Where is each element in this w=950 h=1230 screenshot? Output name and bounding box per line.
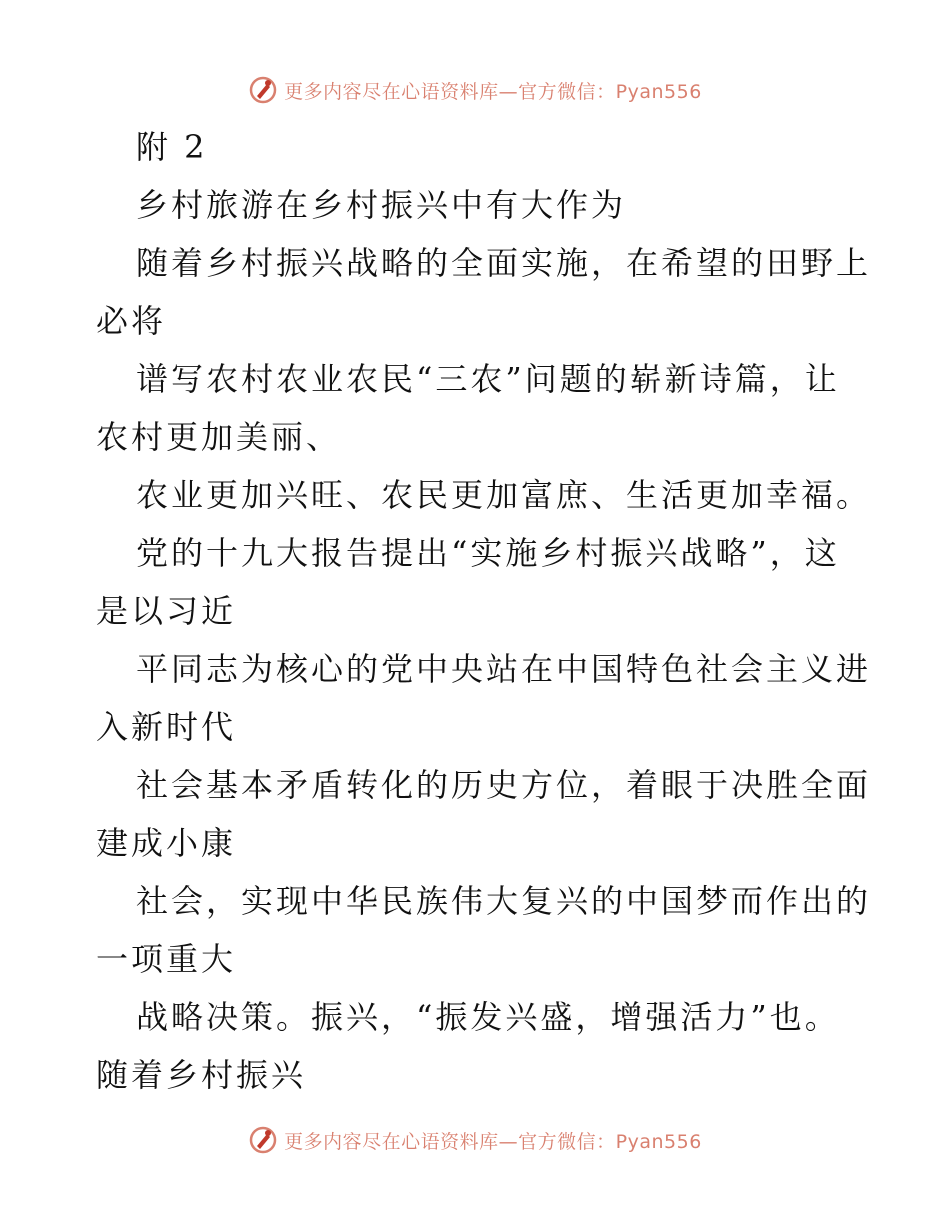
paragraph-line: 随着乡村振兴 [96,1056,307,1094]
document-title: 乡村旅游在乡村振兴中有大作为 [136,186,627,224]
paragraph-line: 是以习近 [96,592,237,630]
paragraph-line: 平同志为核心的党中央站在中国特色社会主义进 [136,650,872,688]
header-banner [0,70,950,110]
footer-banner [0,1120,950,1160]
paragraph-line: 必将 [96,302,167,340]
document-body [96,118,872,1104]
pen-logo-icon [248,1125,278,1155]
paragraph-line: 入新时代 [96,708,237,746]
paragraph-line: 党的十九大报告提出“实施乡村振兴战略”，这 [136,534,840,572]
paragraph-line: 社会基本矛盾转化的历史方位，着眼于决胜全面 [136,766,872,804]
paragraph-line: 农业更加兴旺、农民更加富庶、生活更加幸福。 [136,476,872,514]
paragraph-line: 社会，实现中华民族伟大复兴的中国梦而作出的 [136,882,872,920]
paragraph-line: 建成小康 [96,824,237,862]
appendix-label: 附 2 [136,128,208,166]
paragraph-line: 农村更加美丽、 [96,418,342,456]
paragraph-line: 谱写农村农业农民“三农”问题的崭新诗篇，让 [136,360,840,398]
footer-banner-text: 更多内容尽在心语资料库—官方微信：Pyan556 [284,1130,702,1153]
header-banner-text: 更多内容尽在心语资料库—官方微信：Pyan556 [284,80,702,103]
pen-logo-icon [248,75,278,105]
paragraph-line: 战略决策。振兴，“振发兴盛，增强活力”也。 [136,998,840,1036]
paragraph-line: 随着乡村振兴战略的全面实施，在希望的田野上 [136,244,872,282]
paragraph-line: 一项重大 [96,940,237,978]
